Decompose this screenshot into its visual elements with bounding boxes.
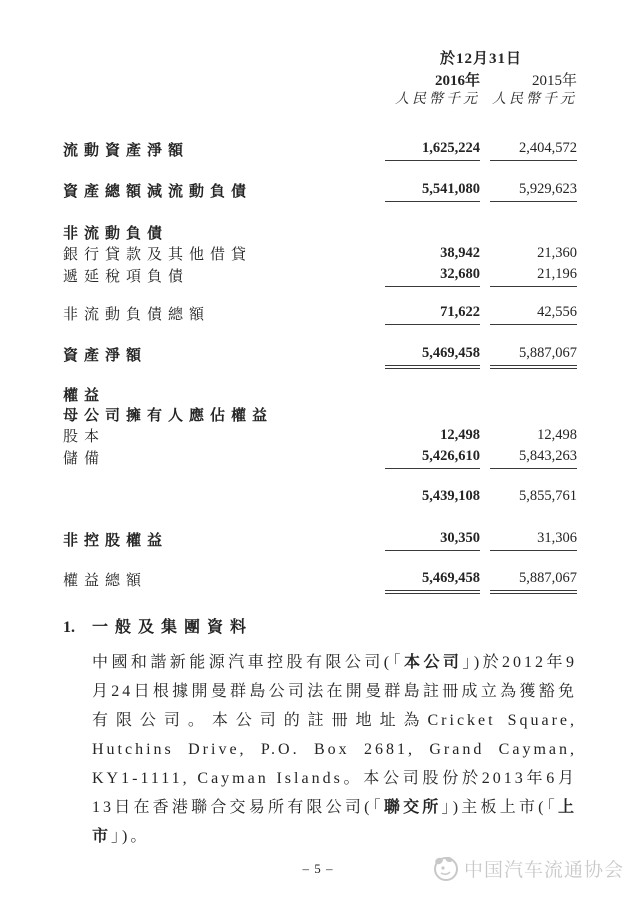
- value-2016: 5,426,610: [385, 447, 480, 469]
- statement-row-net-assets: [63, 344, 577, 366]
- value-2015: 21,360: [537, 245, 577, 261]
- statement-row-total-equity: [63, 569, 577, 591]
- statement-header: [63, 50, 577, 68]
- page-content: [63, 50, 577, 851]
- note-heading: [63, 617, 577, 639]
- year-2016-header: 2016年: [434, 73, 480, 89]
- row-label: 資產淨額: [63, 348, 148, 364]
- unit-header-row: [63, 91, 577, 109]
- row-label: 非流動負債總額: [63, 307, 211, 323]
- value-2016: 5,439,108: [422, 488, 480, 504]
- row-label: 遞延稅項負債: [63, 269, 190, 285]
- note-paragraph: [92, 648, 577, 851]
- row-label: 銀行貸款及其他借貸: [63, 247, 253, 263]
- watermark: [432, 855, 624, 882]
- note-paragraph-segment: 上市: [92, 799, 577, 845]
- statement-row-subtotal-owners-equity: [63, 487, 577, 508]
- value-2015: 2,404,572: [490, 139, 577, 161]
- row-label: 儲備: [63, 451, 106, 467]
- row-label: 股本: [63, 429, 106, 445]
- note-paragraph-segment: 中國和諧新能源汽車控股有限公司(「: [92, 654, 405, 671]
- row-label: 資產總額減流動負債: [63, 184, 253, 200]
- value-2015: 5,855,761: [519, 488, 577, 504]
- unit-label-2015: 人民幣千元: [492, 92, 577, 107]
- section-label: 權益: [63, 388, 106, 404]
- section-label: 母公司擁有人應佔權益: [63, 408, 274, 424]
- cada-logo-icon: [432, 855, 459, 882]
- row-label: 權益總額: [63, 573, 148, 589]
- value-2015: 5,843,263: [490, 447, 577, 469]
- value-2016: 5,541,080: [385, 180, 480, 202]
- watermark-text: 中国汽车流通协会: [463, 860, 624, 881]
- statement-row-bank-loans: [63, 244, 577, 265]
- value-2016: 32,680: [385, 265, 480, 287]
- row-label: 流動資產淨額: [63, 143, 190, 159]
- value-2015: 31,306: [490, 529, 577, 551]
- date-header: 於12月31日: [439, 51, 522, 67]
- statement-row-net-current-assets: [63, 139, 577, 161]
- note-paragraph-segment: 本公司: [404, 654, 463, 671]
- statement-row-share-capital: [63, 426, 577, 447]
- statement-row-deferred-tax: [63, 265, 577, 287]
- value-2015: 5,887,067: [490, 344, 577, 366]
- value-2015: 21,196: [490, 265, 577, 287]
- value-2016: 30,350: [385, 529, 480, 551]
- statement-section-equity: [63, 386, 577, 406]
- value-2016: 5,469,458: [385, 569, 480, 591]
- value-2016: 5,469,458: [385, 344, 480, 366]
- value-2016: 38,942: [440, 245, 480, 261]
- value-2015: 42,556: [490, 303, 577, 325]
- unit-label-2016: 人民幣千元: [395, 92, 480, 107]
- year-2015-header: 2015年: [531, 73, 577, 89]
- note-paragraph-segment: 」)於2012年9月24日根據開曼群島公司法在開曼群島註冊成立為獲豁免有限公司。本公司的註冊地址為Cricket Square, Hutchins Drive, P.O. Box 2681, Grand Cayman, KY1-1111, Cayman Islands。本公司股份於2013年6月13日在香港聯合交易所有限公司(「: [92, 654, 577, 816]
- section-label: 非流動負債: [63, 226, 169, 242]
- statement-row-total-non-current-liabilities: [63, 303, 577, 325]
- page-number: – 5 –: [302, 861, 334, 876]
- value-2016: 71,622: [385, 303, 480, 325]
- statement-section-non-current-liabilities: [63, 224, 577, 244]
- value-2016: 12,498: [440, 427, 480, 443]
- year-header-row: [63, 72, 577, 90]
- note-number: 1.: [63, 619, 75, 636]
- statement-row-reserves: [63, 447, 577, 469]
- value-2016: 1,625,224: [385, 139, 480, 161]
- statement-row-total-assets-less-current-liabilities: [63, 180, 577, 202]
- row-label: 非控股權益: [63, 533, 169, 549]
- statement-section-equity-attributable-to-owners: [63, 406, 577, 426]
- value-2015: 5,929,623: [490, 180, 577, 202]
- note-paragraph-segment: 聯交所: [383, 799, 442, 816]
- statement-row-non-controlling-interests: [63, 529, 577, 551]
- value-2015: 12,498: [537, 427, 577, 443]
- value-2015: 5,887,067: [490, 569, 577, 591]
- note-section: [63, 617, 577, 851]
- note-paragraph-segment: 」)。: [111, 828, 150, 845]
- note-title: 一般及集團資料: [92, 619, 254, 636]
- note-paragraph-segment: 」)主板上市(「: [441, 799, 558, 816]
